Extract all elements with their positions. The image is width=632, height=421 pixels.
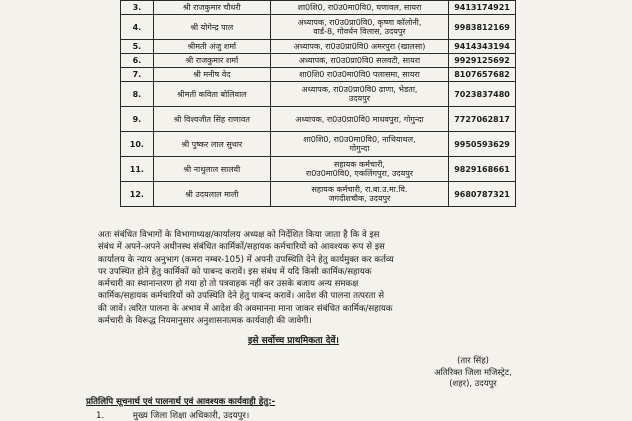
employee-post [270,157,448,182]
staff-row [121,132,516,157]
paragraph-line: पर उपस्थित होने हेतु कार्मिकों को पाबन्द करावें। इस संबंध में यदि किसी कार्मिक/सहायक [98,266,372,277]
phone-number: 7023837480 [449,82,516,107]
employee-name: श्रीमती अंजु शर्मा [153,40,270,54]
staff-row [121,1,516,15]
signatory-designation: अतिरिक्त जिला मजिस्ट्रेट, [434,366,512,377]
employee-post [270,68,448,82]
post-line: अध्यापक, रा0उ0प्रा0वि0 ढाणा, भेडता, [301,85,418,94]
post-line: अध्यापक, रा0उ0प्रा0वि0 सलवटी, सायरा [298,56,421,65]
post-line: अध्यापक, रा0उ0प्रा0वि0 माधवपुरा, गोगुन्दा [295,114,424,124]
employee-post [270,1,448,15]
row-number: 8. [121,82,154,107]
row-number: 9. [121,107,154,132]
staff-row [121,54,516,68]
employee-name: श्री योगेन्द्र पाल [153,15,270,40]
post-line: शा0शि0, रा0उ0मा0वि0, नाथियाथल, [303,135,416,144]
employee-name: श्री राजकुमार चौधरी [153,1,270,15]
employee-post [270,54,448,68]
phone-number: 9413174921 [449,1,516,15]
post-line: सहायक कर्मचारी, रा.बा.उ.मा.वि. [311,185,408,194]
post-line: वार्ड-8, गोवर्धन विलास, उदयपुर [313,27,406,36]
employee-post [270,15,448,40]
signature-block [418,355,528,390]
phone-number: 9950593629 [449,132,516,157]
staff-row [121,40,516,54]
row-number: 11. [121,157,154,182]
copy-heading: प्रतिलिपि सूचनार्थ एवं पालनार्थ एवं आवश्यक कार्यवाही हेतु:- [86,397,276,407]
staff-row [121,157,516,182]
employee-post [270,182,448,207]
post-line: रा0उ0मा0वि0, एकलिंगपुरा, उदयपुर [305,169,414,178]
paragraph-line: कर्मचारी का स्थानान्तरण हो गया हो तो पत्रवाहक नहीं कर उसके बजाय अन्य समकक्ष [98,279,359,290]
employee-name: श्री राजकुमार शर्मा [153,54,270,68]
row-number: 7. [121,68,154,82]
post-line: सहायक कर्मचारी, [333,160,385,169]
paragraph-line: कर्मचारी के विरूद्ध नियमानुसार अनुशासनात्मक कार्यवाही की जावेगी। [98,316,312,327]
post-line: गोगुन्दा [349,144,370,153]
phone-number: 9680787321 [449,182,516,207]
row-number: 3. [121,1,154,15]
instruction-paragraph [98,229,522,327]
phone-number: 9829168661 [449,157,516,182]
signatory-name: (तार सिंह) [457,355,489,365]
row-number: 12. [121,182,154,207]
employee-name: श्री पुष्कर लाल सुथार [153,132,270,157]
copy-list-item [96,409,249,421]
paragraph-line: संबंध में अपने-अपने अधीनस्थ संबंधित कार्मिकों/सहायक कर्मचारियों को आवश्यक रूप से इस [98,242,385,253]
phone-number: 8107657682 [449,68,516,82]
employee-name: श्री नाथुलाल सालवी [153,157,270,182]
row-number: 6. [121,54,154,68]
post-line: अध्यापक, रा0उ0प्रा0वि0, कृष्णा कॉलोनी, [297,18,422,27]
employee-name: श्री मनीष वेद [153,68,270,82]
post-line: अध्यापक, रा0उ0प्रा0वि0 अमरपुरा (खालसा) [293,42,426,51]
employee-name: श्रीमती कविता बोलिवाल [153,82,270,107]
employee-post [270,107,448,132]
signatory-office: (शहर), उदयपुर [449,378,497,388]
staff-row [121,68,516,82]
staff-row [121,182,516,207]
paragraph-line: अतः संबंधित विभागों के विभागाध्यक्ष/कार्यालय अध्यक्ष को निर्देशित किया जाता है कि वे इस [98,230,380,240]
staff-row [121,15,516,40]
row-number: 4. [121,15,154,40]
staff-table [120,0,516,207]
row-number: 5. [121,40,154,54]
paragraph-line: कार्यालय के न्याय अनुभाग (कमरा नम्बर-105) में अपनी उपस्थिति देने हेतु कार्यमुक्त कर कर्तव्य [98,254,394,265]
employee-name: श्री उदयलाल माली [153,182,270,207]
post-line: शा0शि0, रा0उ0मा0वि0, घणावल, सायरा [297,3,422,12]
phone-number: 7727062817 [449,107,516,132]
row-number: 10. [121,132,154,157]
post-line: उदयपुर [348,94,371,103]
post-line: शा0शि0 रा0उ0मा0वि0 पलासमा, सायरा [299,70,420,79]
paragraph-line: की जावें। त्वरित पालना के अभाव में आदेश की अवमानना माना जाकर संबंधित कार्मिक/सहायक [98,303,393,314]
phone-number: 9983812169 [449,15,516,40]
phone-number: 9414343194 [449,40,516,54]
priority-note: इसे सर्वोच्च प्राथमिकता देवें। [248,336,339,346]
staff-row [121,107,516,132]
staff-row [121,82,516,107]
paragraph-line: कार्मिक/सहायक कर्मचारियों को उपस्थिति देने हेतु पाबन्द करावें। आदेश की पालना तत्परता से [98,291,385,302]
employee-post [270,82,448,107]
phone-number: 9929125692 [449,54,516,68]
employee-post [270,40,448,54]
post-line: जगदीशचौक, उदयपुर [328,194,391,203]
copy-item-number: 1. [96,411,105,421]
employee-name: श्री विश्वजीत सिंह राणावत [153,107,270,132]
copy-item-text: मुख्य जिला शिक्षा अधिकारी, उदयपुर। [132,411,250,421]
employee-post [270,132,448,157]
